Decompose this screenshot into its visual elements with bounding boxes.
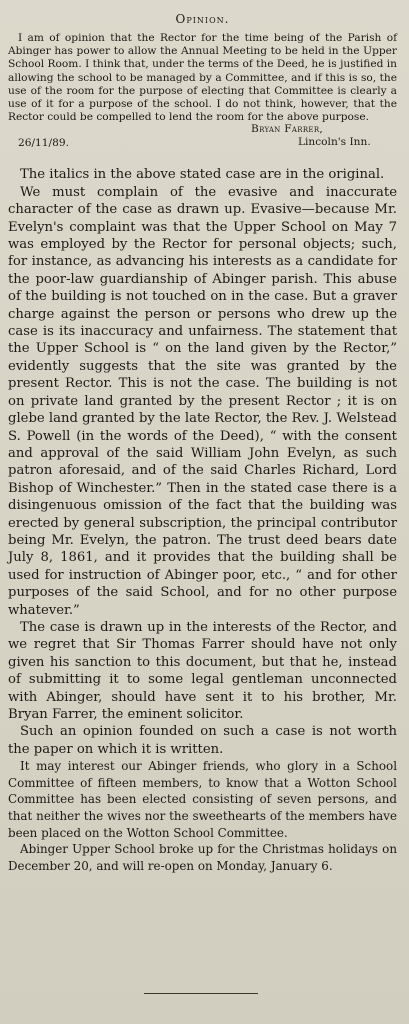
signature-place: Lincoln's Inn.	[298, 136, 371, 149]
news-paragraph-1: It may interest our Abinger friends, who glory in a School Committee of fifteen members, to know that a Wotton School Committee has been elected consisting of seven persons, and that neither the wives nor the sweethearts of the members have been placed on the Wotton School Committee.	[8, 759, 397, 840]
article-paragraph-1: The italics in the above stated case are in the original.	[20, 167, 385, 183]
closing-rule	[144, 993, 258, 994]
article-paragraph-2: We must complain of the evasive and inaccurate character of the case as drawn up. Evasive—because Mr. Evelyn's complaint was that the Upper School on May 7 was employed by the Rector for personal objects; such, for instance, as advancing his interests as a candidate for the poor-law guardianship of Abinger parish. This abuse of the building is not touched on in the case. But a graver charge against the person or persons who drew up the case is its inaccuracy and unfairness. The statement that the Upper School is “ on the land given by the Rector,” evidently suggests that the site was granted by the present Rector. This is not the case. The building is not on private land granted by the present Rector ; it is on glebe land granted by the late Rector, the Rev. J. Welstead S. Powell (in the words of the Deed), “ with the consent and approval of the said William John Evelyn, as such patron aforesaid, and of the said Charles Richard, Lord Bishop of Winchester.” Then in the stated case there is a disingenuous omission of the fact that the building was erected by general subscription, the principal contributor being Mr. Evelyn, the patron. The trust deed bears date July 8, 1861, and it provides that the building shall be used for instruction of Abinger poor, etc., “ and for other purposes of the said School, and for no other purpose whatever.”	[8, 184, 397, 618]
signature-date: 26/11/89.	[18, 137, 69, 150]
article-paragraph-4: Such an opinion founded on such a case is not worth the paper on which it is written.	[8, 724, 397, 757]
signature-block	[8, 124, 397, 154]
opinion-heading: Opinion.	[175, 12, 230, 26]
opinion-text: I am of opinion that the Rector for the time being of the Parish of Abinger has power to allow the Annual Meeting to be held in the Upper School Room. I think that, under the terms of the Deed, he is justified in allowing the school to be managed by a Committee, and if this is so, the use of the room for the purpose of electing that Committee is clearly a use of it for a purpose of the school. I do not think, however, that the Rector could be compelled to lend the room for the above purpose.	[8, 32, 397, 124]
news-paragraph-2: Abinger Upper School broke up for the Christmas holidays on December 20, and will re-open on Monday, January 6.	[8, 842, 397, 873]
signature-name: Bryan Farrer,	[251, 123, 324, 136]
article-paragraph-3: The case is drawn up in the interests of the Rector, and we regret that Sir Thomas Farrer should have not only given his sanction to this document, but that he, instead of submitting it to some legal gentleman unconnected with Abinger, should have sent it to his brother, Mr. Bryan Farrer, the eminent solicitor.	[8, 619, 397, 723]
